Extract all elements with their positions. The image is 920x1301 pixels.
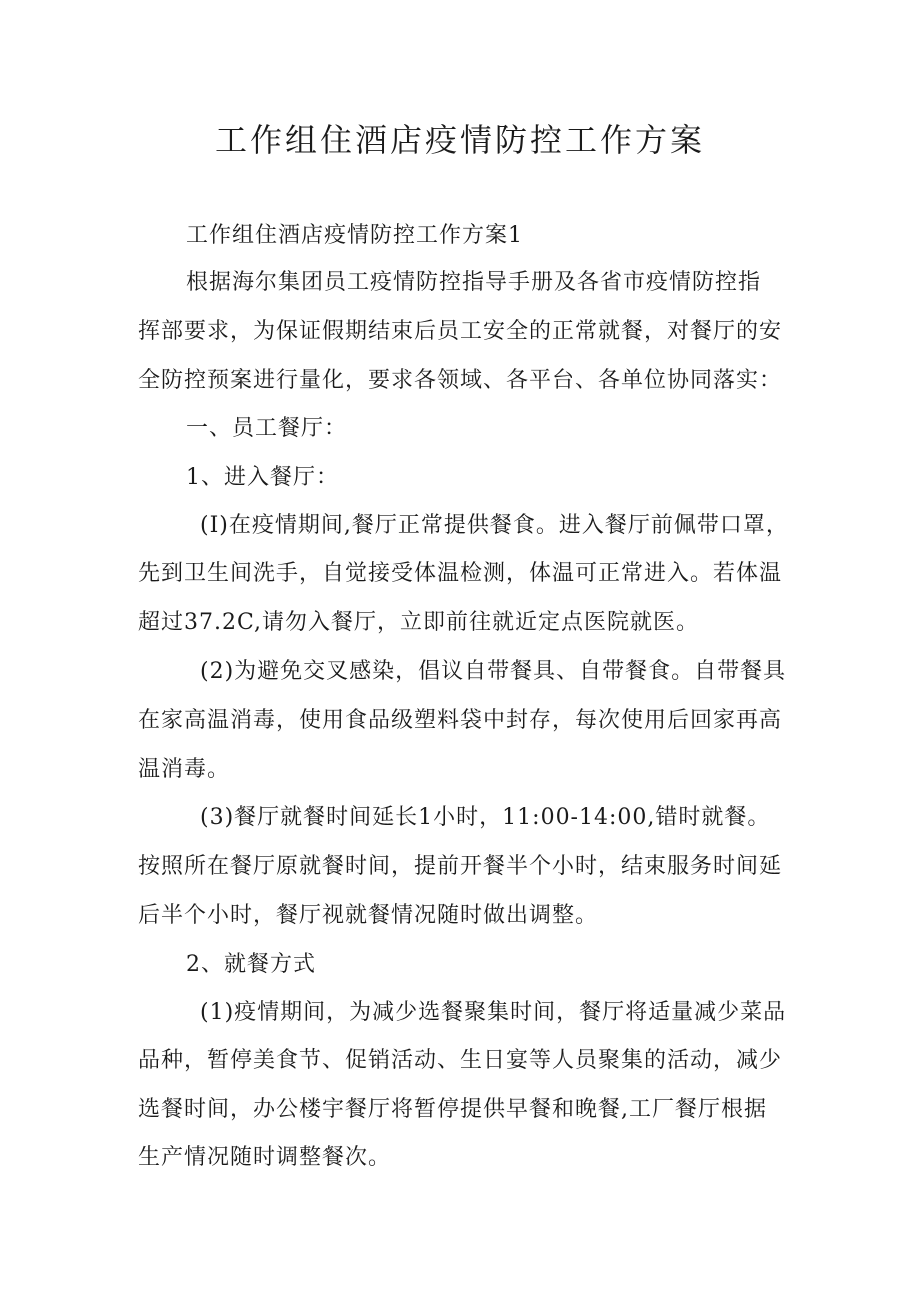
section-heading-employee-canteen: 一、员工餐厅： <box>186 416 348 441</box>
paragraph-line: 根据海尔集团员工疫情防控指导手册及各省市疫情防控指 <box>186 270 762 295</box>
document-title: 工作组住酒店疫情防控工作方案 <box>214 121 705 159</box>
subsection-heading-enter-canteen: 1、进入餐厅： <box>186 465 339 490</box>
paragraph-line: 品种，暂停美食节、促销活动、生日宴等人员聚集的活动，减少 <box>138 1048 783 1073</box>
paragraph-line: (I)在疫情期间,餐厅正常提供餐食。进入餐厅前佩带口罩， <box>200 513 789 538</box>
paragraph-line: 全防控预案进行量化，要求各领域、各平台、各单位协同落实： <box>138 368 783 393</box>
paragraph-line: (3)餐厅就餐时间延长1小时，11:00-14:00,错时就餐。 <box>200 805 771 830</box>
paragraph-line: (2)为避免交叉感染，倡议自带餐具、自带餐食。自带餐具 <box>200 659 787 684</box>
paragraph-line: (1)疫情期间，为减少选餐聚集时间，餐厅将适量减少菜品 <box>200 1000 787 1025</box>
paragraph-line: 温消毒。 <box>138 757 231 782</box>
paragraph-line: 超过37.2C,请勿入餐厅，立即前往就近定点医院就医。 <box>138 610 700 635</box>
paragraph-line: 按照所在餐厅原就餐时间，提前开餐半个小时，结束服务时间延 <box>138 854 783 879</box>
paragraph-line: 在家高温消毒，使用食品级塑料袋中封存，每次使用后回家再高 <box>138 708 783 733</box>
paragraph-line: 选餐时间，办公楼宇餐厅将暂停提供早餐和晚餐,工厂餐厅根据 <box>138 1097 767 1122</box>
subsection-heading-dining-method: 2、就餐方式 <box>186 952 316 977</box>
paragraph-line: 生产情况随时调整餐次。 <box>138 1145 392 1170</box>
paragraph-line: 先到卫生间洗手，自觉接受体温检测，体温可正常进入。若体温 <box>138 561 783 586</box>
paragraph-line: 后半个小时，餐厅视就餐情况随时做出调整。 <box>138 903 599 928</box>
section-heading-1: 工作组住酒店疫情防控工作方案1 <box>186 223 523 248</box>
paragraph-line: 挥部要求，为保证假期结束后员工安全的正常就餐，对餐厅的安 <box>138 319 783 344</box>
